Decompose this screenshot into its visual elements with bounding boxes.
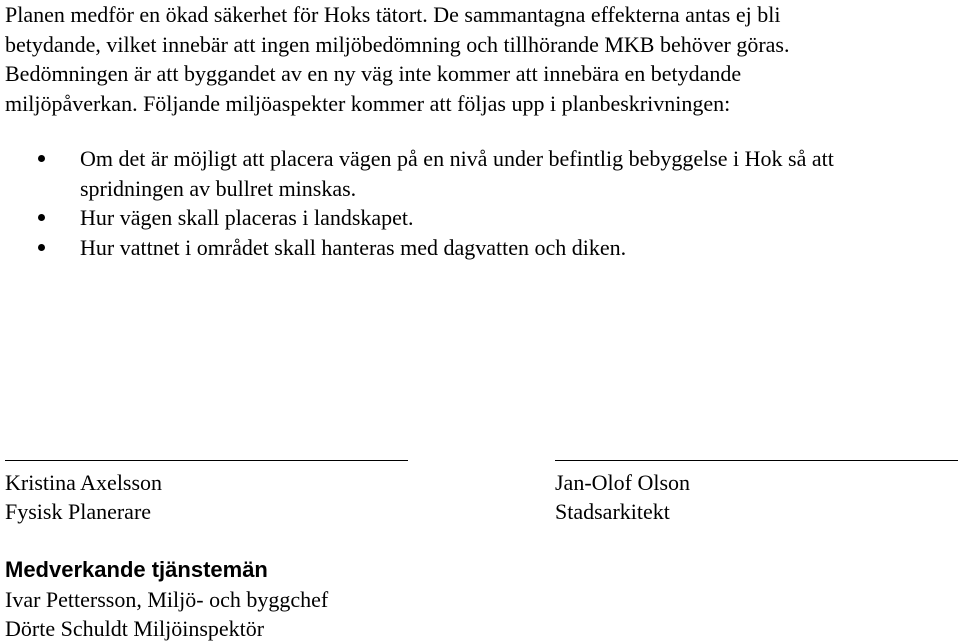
intro-line: Bedömningen är att byggandet av en ny väg inte kommer att innebära en betydande	[5, 61, 742, 86]
list-item-text: Hur vägen skall placeras i landskapet.	[80, 205, 414, 230]
intro-line: betydande, vilket innebär att ingen miljöbedömning och tillhörande MKB behöver göras.	[5, 31, 790, 57]
list-item-text: spridningen av bullret minskas.	[80, 175, 357, 201]
intro-line: miljöpåverkan. Följande miljöaspekter kommer att följas upp i planbeskrivningen:	[5, 90, 731, 116]
list-item-text: Hur vattnet i området skall hanteras med dagvatten och diken.	[80, 234, 627, 260]
intro-paragraph	[5, 0, 955, 118]
followup-list	[0, 144, 960, 262]
signatory-name: Kristina Axelsson	[5, 470, 163, 495]
staff-member: Dörte Schuldt Miljöinspektör	[5, 616, 265, 641]
list-item-text: Om det är möjligt att placera vägen på en nivå under befintlig bebyggelse i Hok så att	[80, 146, 834, 171]
signatory-title: Fysisk Planerare	[5, 499, 152, 524]
signature-line	[555, 460, 958, 461]
signatory-title: Stadsarkitekt	[555, 499, 670, 524]
list-item	[0, 144, 960, 203]
intro-line: Planen medför en ökad säkerhet för Hoks tätort. De sammantagna effekterna antas ej bli	[5, 2, 781, 27]
bullet-icon	[38, 155, 45, 162]
signature-line	[5, 460, 408, 461]
bullet-icon	[38, 214, 45, 221]
signatory-name: Jan-Olof Olson	[555, 470, 691, 495]
list-item	[0, 203, 960, 233]
staff-heading: Medverkande tjänstemän	[5, 557, 268, 582]
staff-member: Ivar Pettersson, Miljö- och byggchef	[5, 587, 329, 612]
list-item	[0, 233, 960, 263]
bullet-icon	[38, 244, 45, 251]
